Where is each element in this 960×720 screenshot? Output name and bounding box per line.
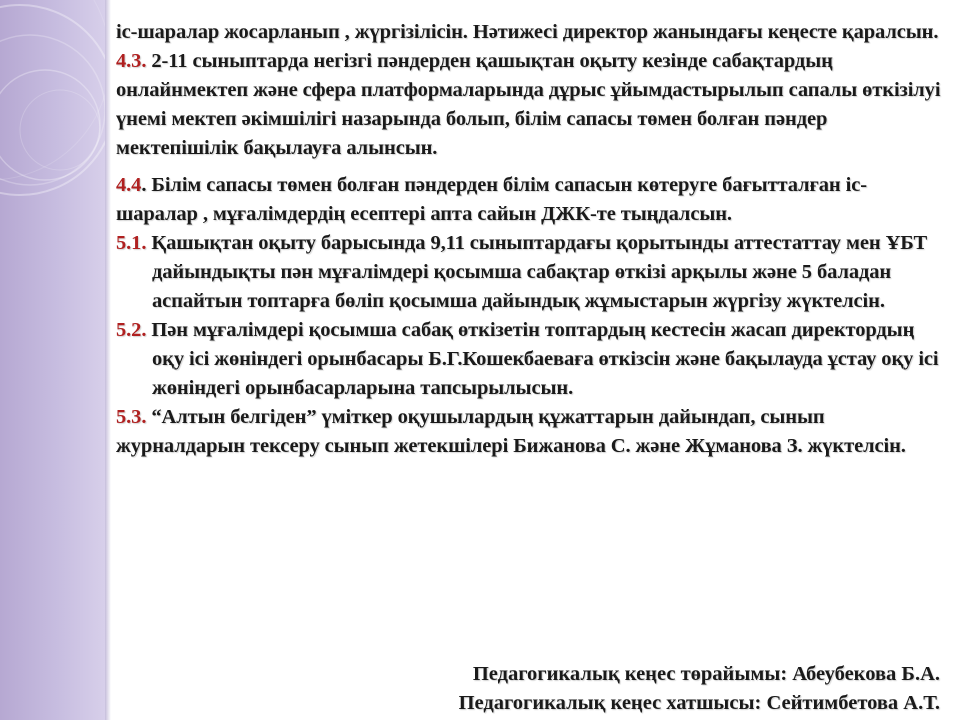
item-number: 4.4 <box>116 174 142 196</box>
paragraph-text: . Білім сапасы төмен болған пәндерден білім сапасын көтеруге бағытталған іс-шаралар , мұғалімдердің есептері апта сайын ДЖК-те тыңдалсын. <box>116 174 867 225</box>
chair-signature: Педагогикалық кеңес төрайымы: Абеубекова Б.А. <box>472 663 940 685</box>
item-number: 5.1. <box>116 232 147 254</box>
paragraph-text: 2-11 сыныптарда негізгі пәндерден қашықтан оқыту кезінде сабақтардың онлайнмектеп және сфера платформаларында дұрыс ұйымдастырылып сапалы өткізілуі үнемі мектеп әкімшілігі назарында болып, білім сапасы төмен болған пәндер мектепішілік бақылауға алынсын. <box>116 50 941 159</box>
secretary-signature: Педагогикалық кеңес хатшысы: Сейтимбетова А.Т. <box>458 692 940 714</box>
item-number: 5.2. <box>116 319 147 341</box>
paragraph-text: іс-шаралар жосарланып , жүргізілісін. Нәтижесі директор жанындағы кеңесте қаралсын. <box>116 21 939 43</box>
item-number: 4.3. <box>116 50 147 72</box>
paragraph-text: Қашықтан оқыту барысында 9,11 сыныптардағы қорытынды аттестаттау мен ҰБТ дайындықты пән мұғалімдері қосымша сабақтар өткізі арқылы және 5 баладан аспайтын топтарға бөліп қосымша дайындық жұмыстарын жүргізу жүктелсін. <box>146 232 928 312</box>
paragraph-5-1 <box>116 229 946 316</box>
swirl-decoration <box>0 0 105 720</box>
document-body <box>116 18 946 461</box>
decorative-side-panel <box>0 0 105 720</box>
item-number: 5.3. <box>116 406 147 428</box>
paragraph-5-2 <box>116 316 946 403</box>
side-panel-edge <box>105 0 111 720</box>
paragraph-5-3 <box>116 403 946 461</box>
paragraph-intro <box>116 18 946 47</box>
paragraph-text: Пән мұғалімдері қосымша сабақ өткізетін топтардың кестесін жасап директордың оқу ісі жөніндегі орынбасары Б.Г.Кошекбаеваға өткізсін және бақылауда ұстау оқу ісі жөніндегі орынбасарларына тапсырылысын. <box>146 319 939 399</box>
paragraph-text: “Алтын белгіден” үміткер оқушылардың құжаттарын дайындап, сынып журналдарын тексеру сынып жетекшілері Бижанова С. және Жұманова З. жүктелсін. <box>116 406 906 457</box>
paragraph-4-4 <box>116 171 946 229</box>
paragraph-4-3 <box>116 47 946 163</box>
signature-block <box>459 660 940 718</box>
